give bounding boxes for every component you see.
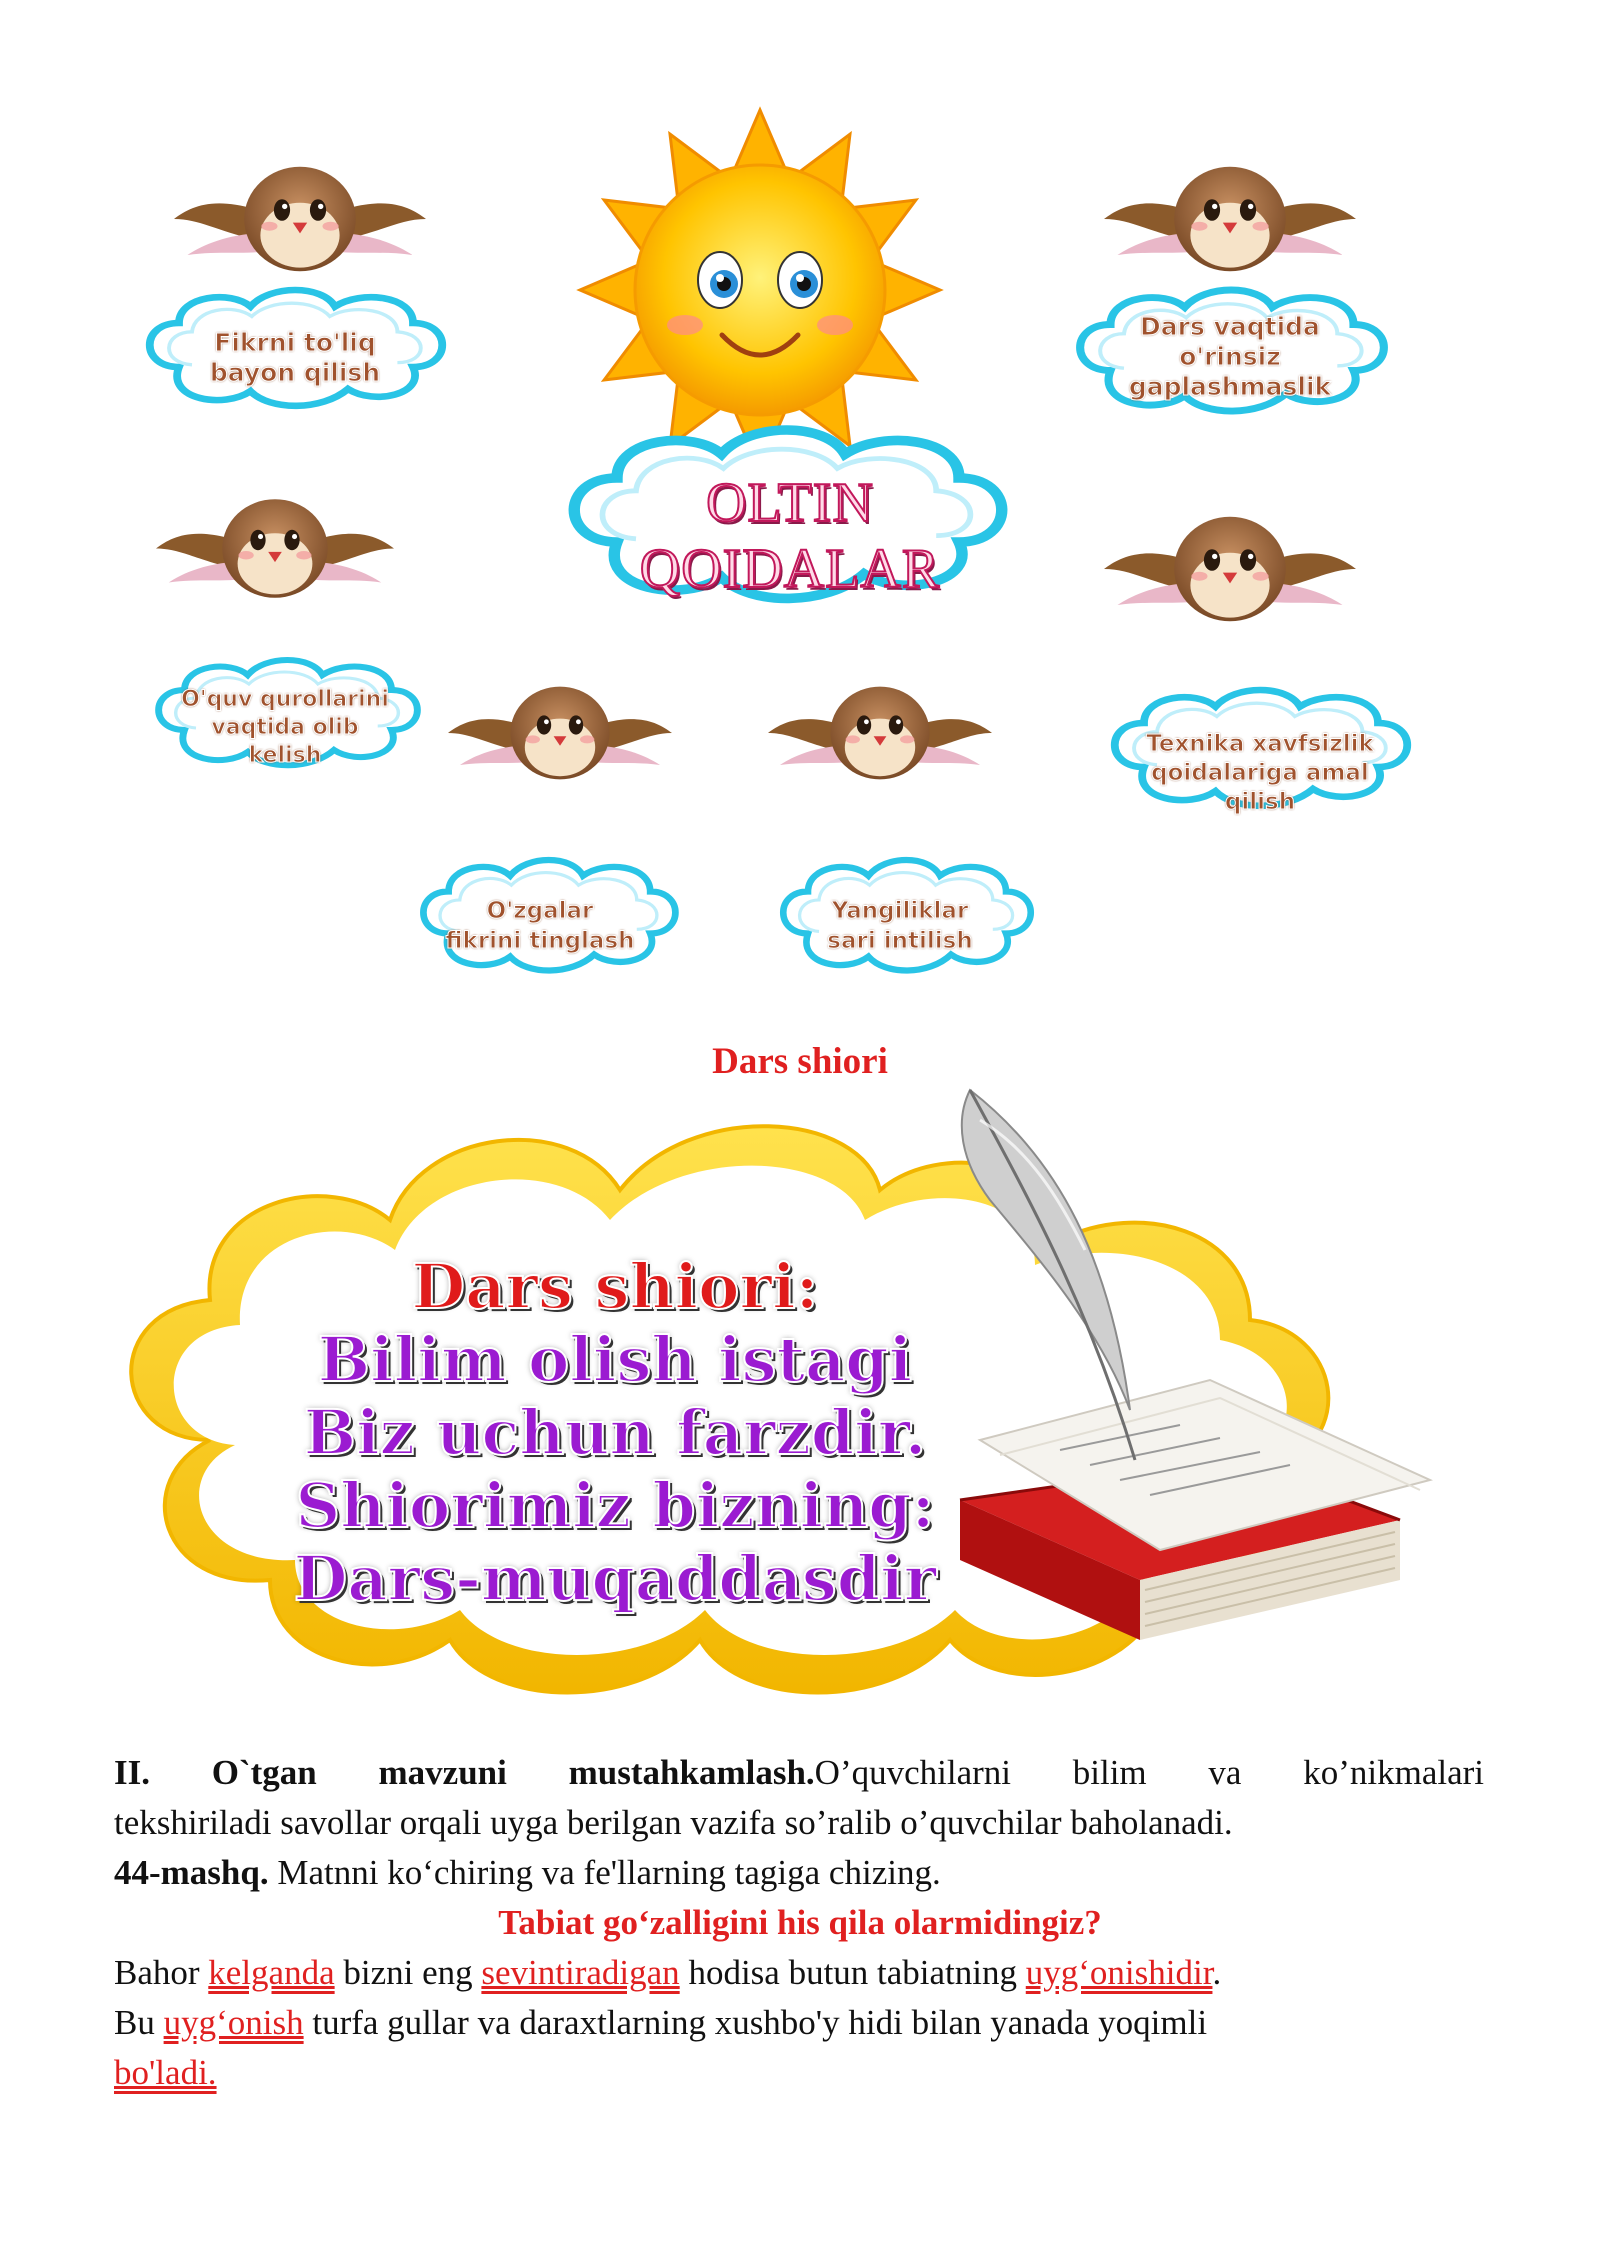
text-line-1: Bahor kelganda bizni eng sevintiradigan hodisa butun tabiatning uyg‘onishidir. bbox=[114, 1953, 1222, 1992]
rule-4: Texnika xavfsizlik qoidalariga amal qilish bbox=[1146, 731, 1374, 815]
golden-rules-title bbox=[560, 470, 1020, 602]
rule-5: O'zgalar fikrini tinglash bbox=[445, 898, 635, 954]
slogan-line: Shiorimiz bizning: bbox=[295, 1469, 935, 1542]
bird-icon bbox=[156, 499, 394, 598]
bird-icon bbox=[1104, 167, 1356, 271]
verb: uyg‘onish bbox=[163, 2003, 304, 2042]
verb: uyg‘onishidir bbox=[1025, 1953, 1213, 1992]
exercise-line: 44-mashq. Matnni ko‘chiring va fe'llarning tagiga chizing. bbox=[114, 1853, 941, 1892]
title-line: QOIDALAR bbox=[639, 538, 941, 600]
sun-icon bbox=[580, 110, 940, 470]
rule-6: Yangiliklar sari intilish bbox=[827, 898, 973, 954]
bird-icon bbox=[768, 687, 992, 780]
slogan-line: Dars shiori: bbox=[411, 1250, 819, 1323]
slogan-text bbox=[230, 1250, 1000, 1615]
rule-1: Fikrni to'liq bayon qilish bbox=[209, 328, 381, 387]
caption: Dars shiori bbox=[712, 1041, 888, 1082]
section-heading: II. O`tgan mavzuni mustahkamlash. bbox=[114, 1753, 815, 1792]
bird-icon bbox=[448, 687, 672, 780]
rule-2: Dars vaqtida o'rinsiz gaplashmaslik bbox=[1128, 312, 1332, 401]
verb: sevintiradigan bbox=[481, 1953, 680, 1992]
rule-3: O'quv qurollarini vaqtida olib kelish bbox=[181, 687, 389, 768]
text-heading: Tabiat go‘zalligini his qila olarmidingiz? bbox=[498, 1903, 1102, 1942]
slogan-line: Biz uchun farzdir. bbox=[303, 1396, 927, 1469]
text-line-2: Bu uyg‘onish turfa gullar va daraxtlarning xushbo'y hidi bilan yanada yoqimli bbox=[114, 2003, 1208, 2042]
slogan-line: Dars-muqaddasdir bbox=[293, 1542, 937, 1615]
verb: bo'ladi. bbox=[114, 2053, 217, 2092]
verb: kelganda bbox=[208, 1953, 335, 1992]
section-paragraph-line1: II. O`tgan mavzuni mustahkamlash.O’quvchilarni bilim va ko’nikmalari bbox=[114, 1753, 1484, 1792]
title-line: OLTIN bbox=[706, 472, 874, 534]
slogan-line: Bilim olish istagi bbox=[317, 1323, 913, 1396]
section-paragraph-line2: tekshiriladi savollar orqali uyga berilgan vazifa so’ralib o’quvchilar baholanadi. bbox=[114, 1803, 1233, 1842]
bird-icon bbox=[1104, 517, 1356, 621]
bird-icon bbox=[174, 167, 426, 271]
exercise-number: 44-mashq. bbox=[114, 1853, 269, 1892]
text-line-3 bbox=[114, 2048, 714, 2098]
